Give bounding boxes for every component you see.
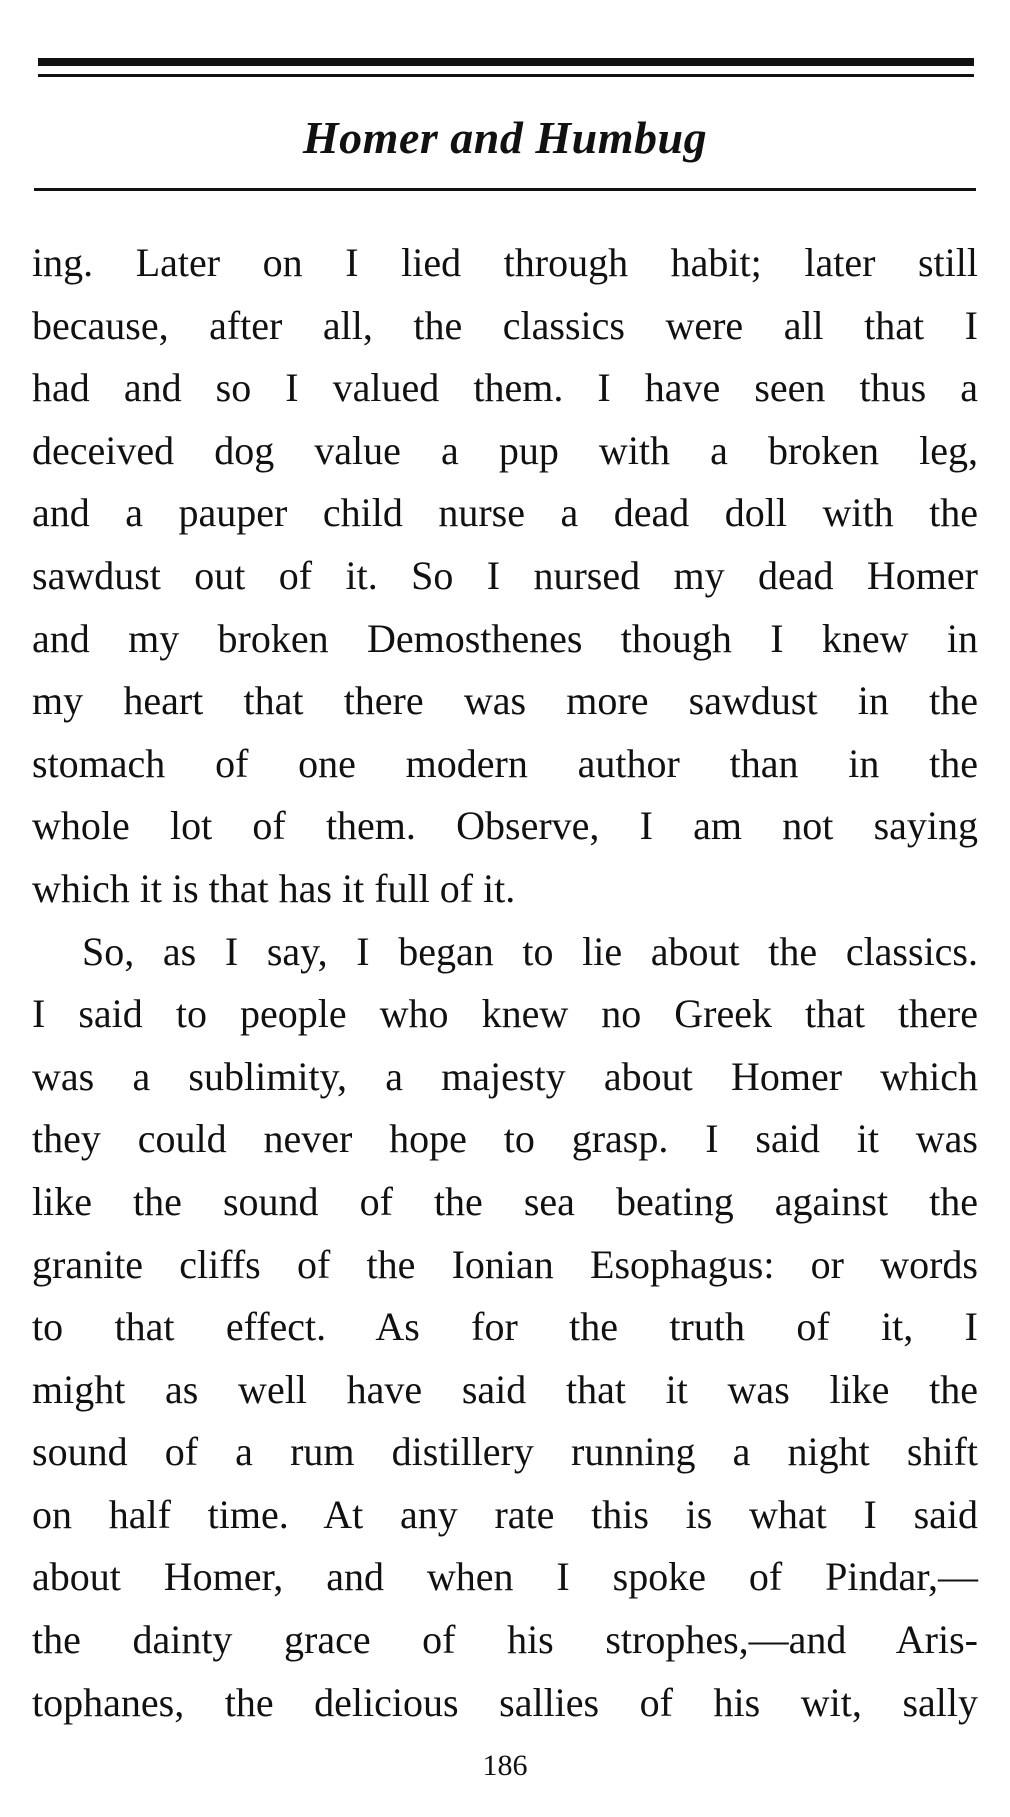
header-rule-thick [38,58,974,66]
text-line: they could never hope to grasp. I said it was [32,1116,978,1162]
text-line: was a sublimity, a majesty about Homer which [32,1053,978,1099]
text-line: whole lot of them. Observe, I am not saying [32,803,978,849]
text-line: deceived dog value a pup with a broken leg, [32,427,978,473]
text-line: because, after all, the classics were all that I [32,302,978,348]
text-line: like the sound of the sea beating against the [32,1178,978,1224]
text-line: ing. Later on I lied through habit; later still [32,240,978,285]
text-line: I said to people who knew no Greek that there [32,991,978,1037]
text-line: and a pauper child nurse a dead doll with the [32,490,978,536]
text-line: stomach of one modern author than in the [32,740,978,786]
text-line: sound of a rum distillery running a night shift [32,1429,978,1475]
paragraph-end-line: which it is that has it full of it. [32,865,516,911]
text-line: and my broken Demosthenes though I knew in [32,615,978,661]
text-line: had and so I valued them. I have seen thus a [32,365,978,411]
text-line: granite cliffs of the Ionian Esophagus: or words [32,1241,978,1287]
text-line: to that effect. As for the truth of it, I [32,1304,978,1350]
header-rule-thin [38,74,974,77]
text-line: sawdust out of it. So I nursed my dead Homer [32,552,978,598]
running-head: Homer and Humbug [302,112,708,163]
text-line: my heart that there was more sawdust in the [32,678,978,724]
body-text [32,232,978,1734]
text-line: might as well have said that it was like the [32,1366,978,1412]
text-line: tophanes, the delicious sallies of his wit, sally [32,1679,978,1725]
page-number: 186 [482,1749,528,1782]
paragraph-first-line: So, as I say, I began to lie about the classics. [82,928,978,974]
text-line: the dainty grace of his strophes,—and Aris- [32,1617,978,1663]
header-rule-bottom [34,188,976,191]
text-line: about Homer, and when I spoke of Pindar,— [32,1554,978,1600]
text-line: on half time. At any rate this is what I said [32,1491,978,1537]
